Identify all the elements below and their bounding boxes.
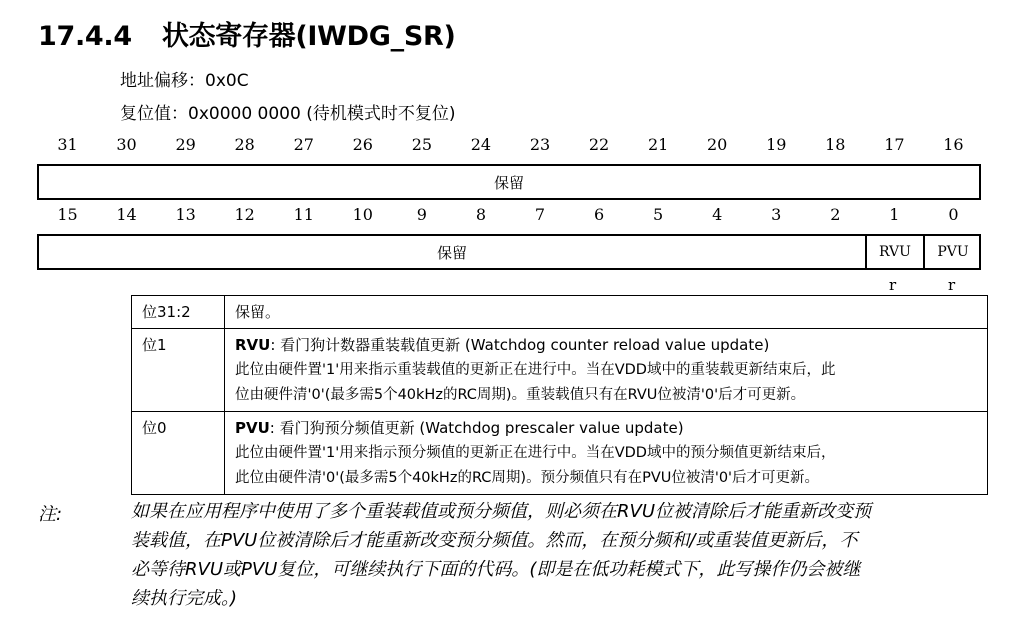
field-description [225,412,988,495]
field-detail: 此位由硬件置'1'用来指示重装载值的更新正在进行中。当在VDD域中的重装载更新结束后，此 [235,362,836,378]
field-summary: 保留。 [235,303,281,321]
field-summary: : 看门狗计数器重装载值更新 (Watchdog counter reload value update) [270,336,770,354]
bit-number: 9 [416,205,427,224]
field-detail: 位由硬件清'0'(最多需5个40kHz的RC周期)。重装载值只有在RVU位被清'0'后才可更新。 [235,387,806,403]
note-text [131,497,1001,613]
bit-number: 14 [116,205,137,224]
bit-number: 22 [588,135,610,154]
address-offset: 地址偏移：0x0C [120,71,249,91]
bit-number: 3 [771,205,782,224]
bit-number: 31 [57,135,78,154]
reserved-field-low: 保留 [39,236,867,268]
bit-number: 25 [411,135,433,154]
bit-number: 21 [647,135,669,154]
bit-number: 13 [175,205,196,224]
table-row [132,329,988,412]
field-description [225,329,988,412]
note-line: 续执行完成。) [131,588,238,609]
bit-number: 6 [593,205,605,224]
register-low-half [37,234,981,270]
field-description [225,296,988,329]
reserved-field-high: 保留 [493,173,524,192]
field-detail: 此位由硬件清'0'(最多需5个40kHz的RC周期)。预分频值只有在PVU位被清'0'后才可更新。 [235,470,820,486]
bit-number: 20 [707,135,728,154]
bit-number: 12 [234,205,255,224]
bit-number: 16 [943,135,964,154]
reset-value: 复位值：0x0000 0000 (待机模式时不复位) [120,104,456,124]
bit-number: 24 [470,135,492,154]
section-number: 17.4.4 [38,21,132,52]
bit-label: 位0 [132,412,225,495]
bit-number: 11 [293,205,314,224]
rvu-access: r [889,276,897,294]
register-high-half [37,164,981,200]
bit-number: 18 [825,135,846,154]
bit-label: 位1 [132,329,225,412]
bit-number: 17 [884,135,905,154]
bit-number: 7 [534,205,546,224]
bit-number: 10 [352,205,373,224]
bit-label: 位31:2 [132,296,225,329]
bit-number: 2 [830,205,841,224]
pvu-access: r [948,276,956,294]
bit-number: 28 [234,135,255,154]
pvu-field: PVU [937,244,969,260]
note-label: 注: [38,504,63,525]
bit-number: 4 [712,205,723,224]
field-summary: : 看门狗预分频值更新 (Watchdog prescaler value update) [269,419,684,437]
bit-number: 5 [653,205,664,224]
bit-number: 30 [116,135,137,154]
bit-numbers-low [38,205,983,225]
note-line: 必等待RVU或PVU复位，可继续执行下面的代码。(即是在低功耗模式下，此写操作仍会被继 [131,559,861,580]
note-line: 装载值，在PVU位被清除后才能重新改变预分频值。然而，在预分频和/或重装值更新后，不 [131,530,858,551]
bit-description-table [131,295,988,495]
note-line: 如果在应用程序中使用了多个重装载值或预分频值，则必须在RVU位被清除后才能重新改变预 [131,501,871,522]
bit-number: 29 [175,135,196,154]
bit-number: 1 [889,205,900,224]
bit-numbers-high [38,135,983,155]
bit-number: 8 [475,205,487,224]
field-detail: 此位由硬件置'1'用来指示预分频值的更新正在进行中。当在VDD域中的预分频值更新结束后， [235,445,836,461]
bit-number: 26 [352,135,373,154]
table-row [132,296,988,329]
bit-number: 19 [766,135,787,154]
field-name: PVU [235,419,270,437]
bit-number: 15 [57,205,78,224]
bit-number: 23 [529,135,551,154]
rvu-field: RVU [867,236,925,268]
bit-number: 0 [948,205,959,224]
bit-number: 27 [293,135,314,154]
table-row [132,412,988,495]
field-name: RVU [235,336,271,354]
section-title: 状态寄存器(IWDG_SR) [161,21,456,52]
section-heading [38,14,456,53]
